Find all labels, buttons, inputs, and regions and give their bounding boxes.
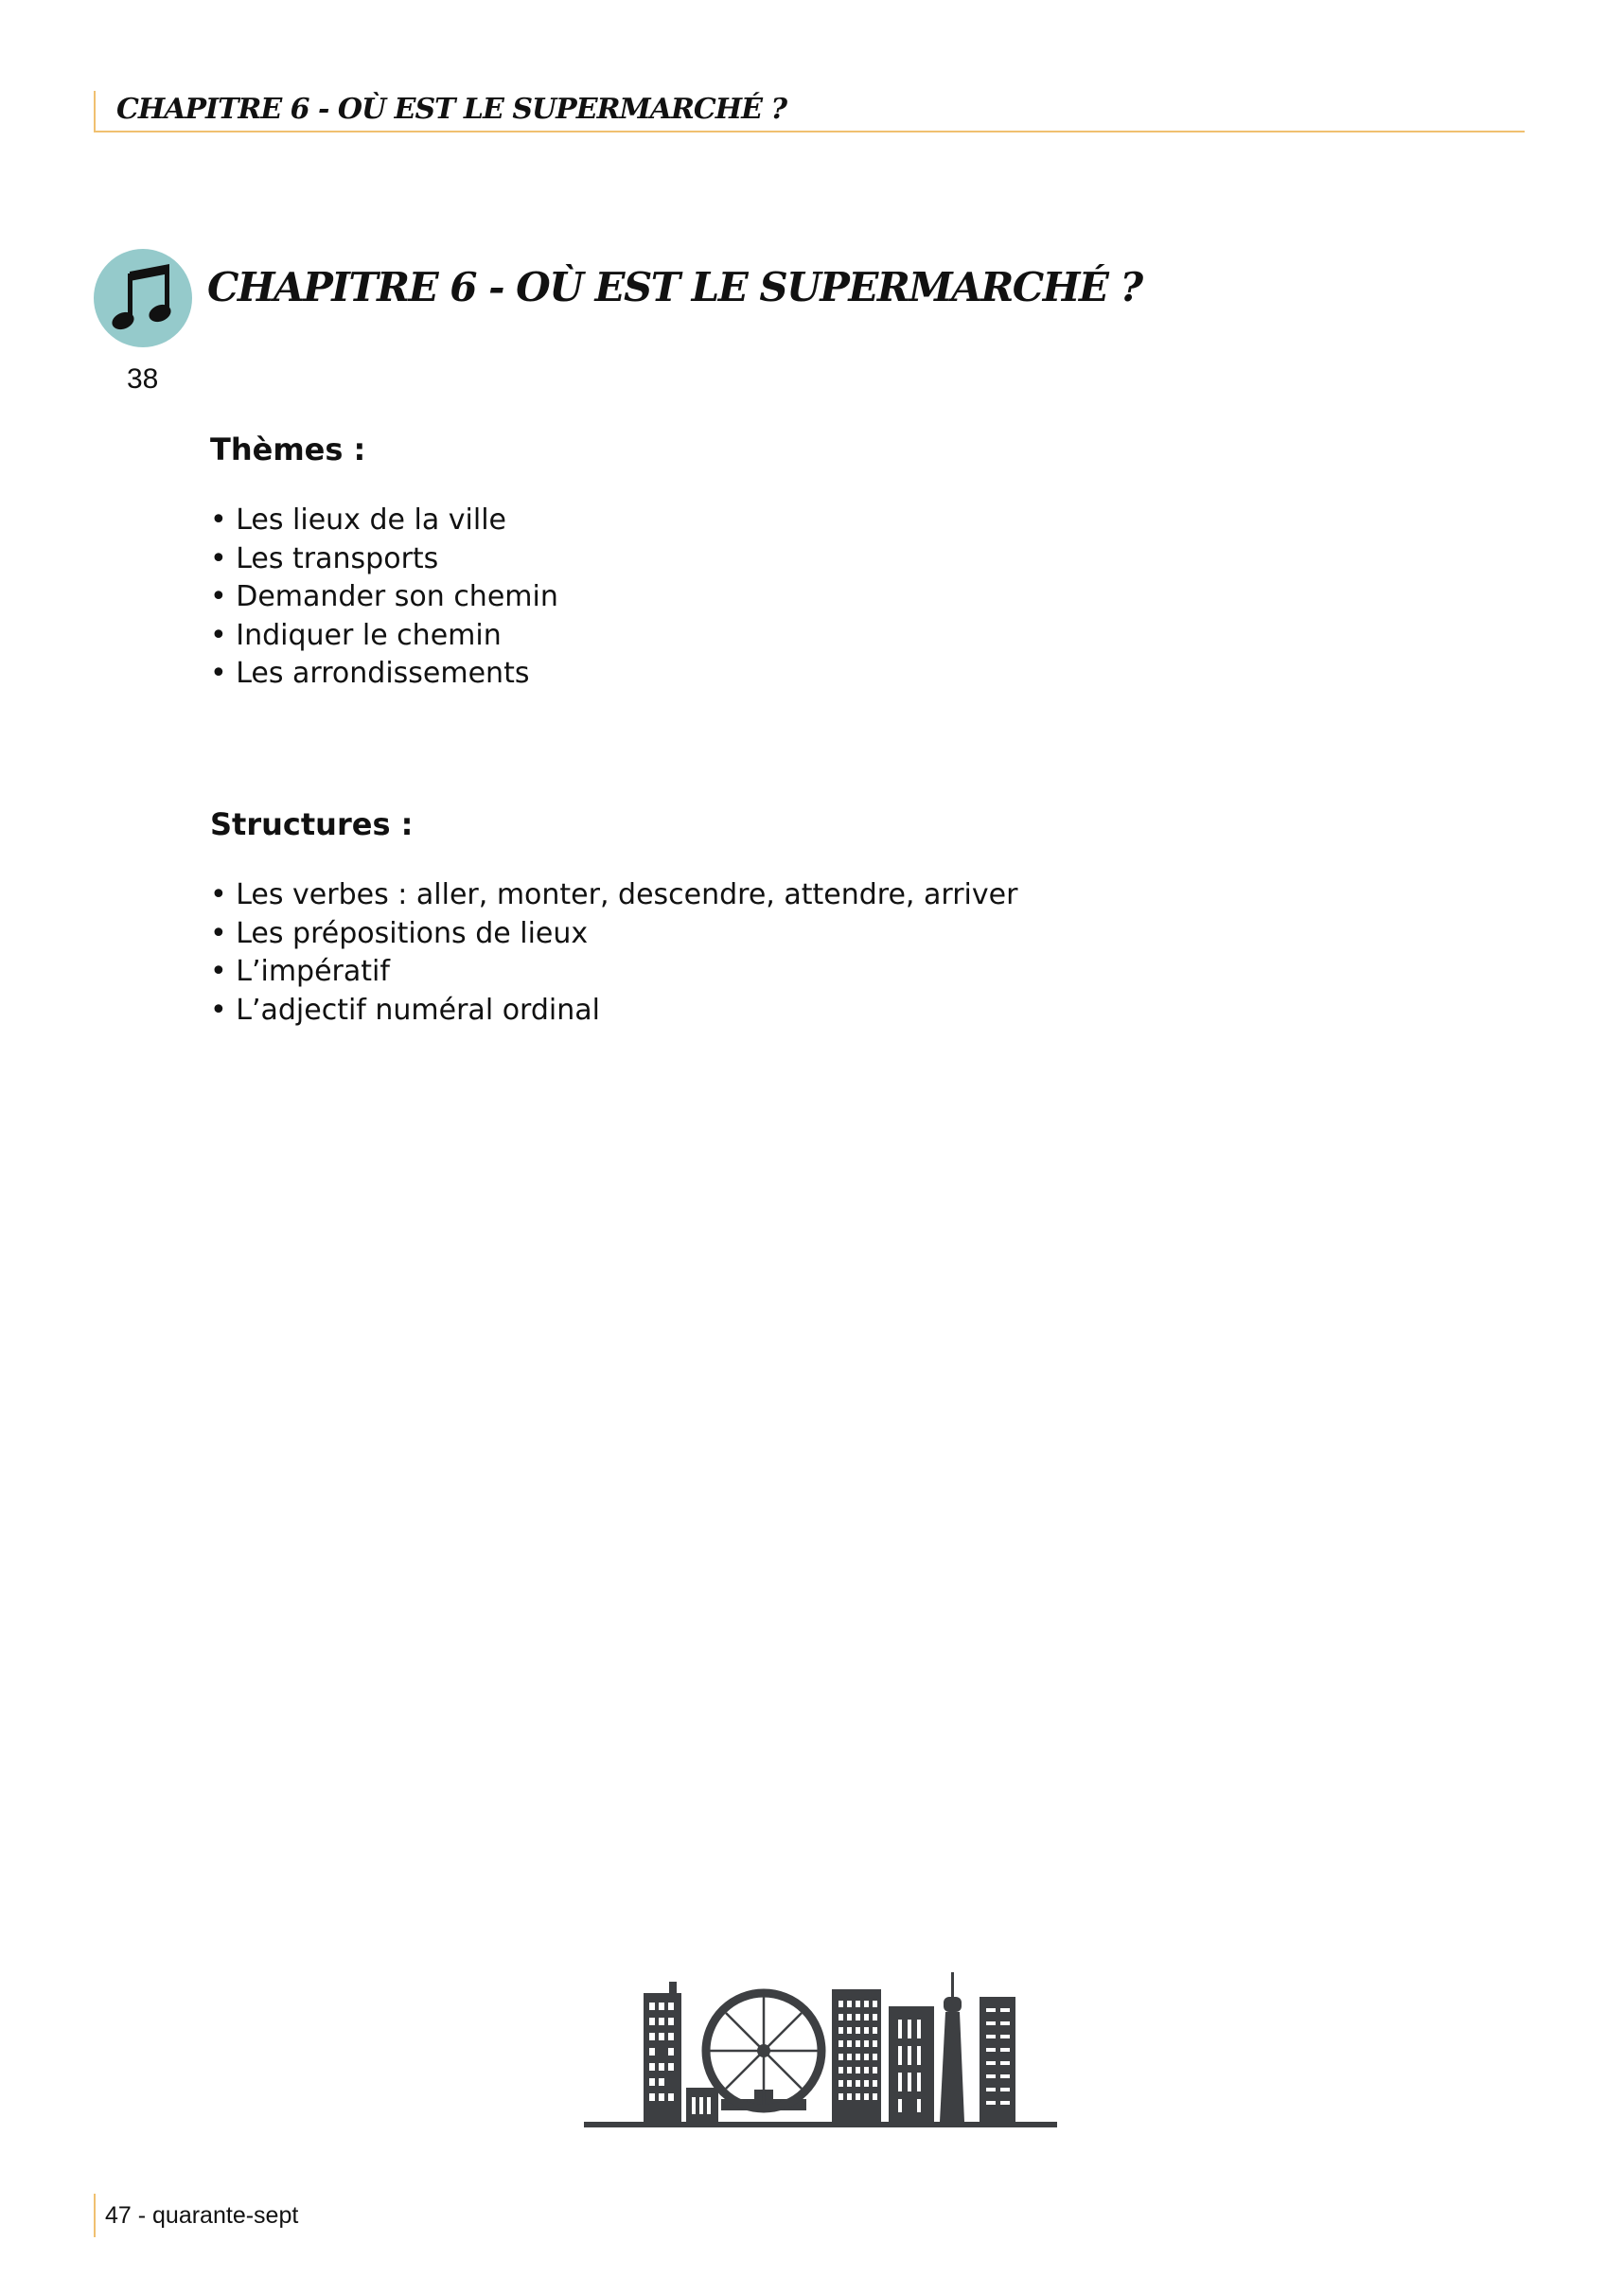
running-header-title: CHAPITRE 6 - OÙ EST LE SUPERMARCHÉ ? [116,93,787,126]
list-item: • Les lieux de la ville [210,502,558,540]
list-item: • Indiquer le chemin [210,617,558,656]
city-skyline-icon [584,1970,1057,2131]
audio-badge[interactable] [94,249,192,347]
chapter-title: CHAPITRE 6 - OÙ EST LE SUPERMARCHÉ ? [207,264,1142,310]
structures-list [210,876,1017,1030]
list-item: • Les arrondissements [210,655,558,694]
music-note-icon [111,262,175,334]
list-item: • Les verbes : aller, monter, descendre, attendre, arriver [210,876,1017,915]
list-item: • Les prépositions de lieux [210,915,1017,954]
track-number: 38 [127,363,159,395]
list-item: • Demander son chemin [210,578,558,617]
page-number: 47 - quarante-sept [105,2202,299,2229]
themes-section [210,432,558,694]
list-item: • L’impératif [210,953,1017,992]
themes-list [210,502,558,694]
list-item: • L’adjectif numéral ordinal [210,992,1017,1031]
themes-heading: Thèmes : [210,432,366,468]
chapter-heading [94,249,1419,347]
running-header [94,91,1525,132]
page-footer [94,2194,298,2237]
structures-section [210,806,1017,1030]
list-item: • Les transports [210,540,558,579]
structures-heading: Structures : [210,806,414,842]
